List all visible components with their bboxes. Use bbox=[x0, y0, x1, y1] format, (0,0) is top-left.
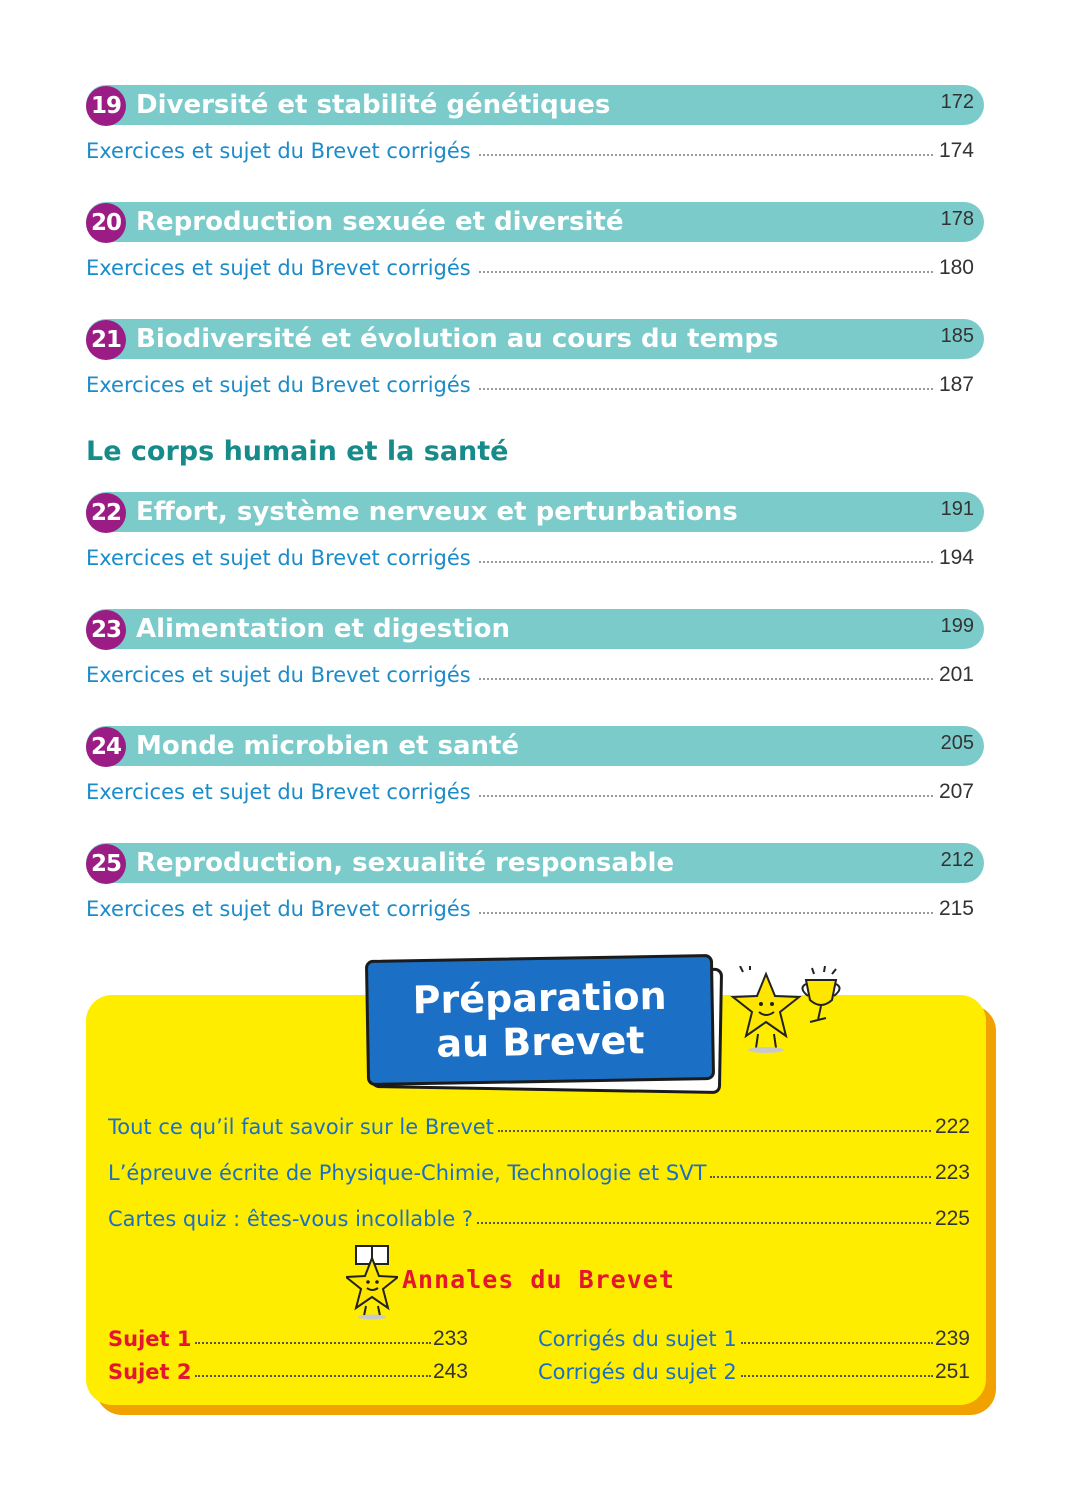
exercises-label: Exercices et sujet du Brevet corrigés bbox=[86, 256, 471, 280]
chapter-page: 191 bbox=[940, 498, 974, 520]
subject-label: Sujet 1 bbox=[108, 1327, 192, 1351]
leader-dots bbox=[479, 912, 933, 914]
exercises-line[interactable] bbox=[86, 891, 974, 921]
leader-dots bbox=[710, 1176, 931, 1178]
prep-item-2[interactable] bbox=[108, 1155, 970, 1185]
chapter-title[interactable]: Reproduction sexuée et diversité bbox=[136, 207, 624, 237]
leader-dots bbox=[479, 271, 933, 273]
exercises-line[interactable] bbox=[86, 657, 974, 687]
leader-dots bbox=[479, 154, 933, 156]
prep-item-3[interactable] bbox=[108, 1201, 970, 1231]
chapter-number: 22 bbox=[86, 493, 126, 533]
correction-label: Corrigés du sujet 1 bbox=[538, 1327, 737, 1351]
exercises-label: Exercices et sujet du Brevet corrigés bbox=[86, 139, 471, 163]
exercises-label: Exercices et sujet du Brevet corrigés bbox=[86, 373, 471, 397]
exercises-line[interactable] bbox=[86, 250, 974, 280]
leader-dots bbox=[498, 1130, 931, 1132]
prep-item-page: 222 bbox=[934, 1115, 970, 1138]
chapter-number: 19 bbox=[86, 86, 126, 126]
leader-dots bbox=[741, 1375, 933, 1377]
correction-page: 239 bbox=[934, 1327, 970, 1350]
exercises-label: Exercices et sujet du Brevet corrigés bbox=[86, 897, 471, 921]
star-trophy-mascot-icon bbox=[728, 966, 848, 1056]
chapter-25 bbox=[86, 843, 986, 933]
exercises-page: 201 bbox=[938, 663, 974, 686]
leader-dots bbox=[195, 1375, 430, 1377]
chapter-title[interactable]: Alimentation et digestion bbox=[136, 614, 510, 644]
exercises-line[interactable] bbox=[86, 367, 974, 397]
chapter-title[interactable]: Diversité et stabilité génétiques bbox=[136, 90, 611, 120]
exercises-page: 180 bbox=[938, 256, 974, 279]
exercises-line[interactable] bbox=[86, 774, 974, 804]
prep-item-1[interactable] bbox=[108, 1109, 970, 1139]
exercises-page: 187 bbox=[938, 373, 974, 396]
subject-1[interactable] bbox=[108, 1323, 468, 1351]
exercises-page: 207 bbox=[938, 780, 974, 803]
chapter-title[interactable]: Biodiversité et évolution au cours du temps bbox=[136, 324, 779, 354]
chapter-20 bbox=[86, 202, 986, 292]
chapter-19 bbox=[86, 85, 986, 175]
section-title: Le corps humain et la santé bbox=[86, 436, 509, 467]
annales-title: Annales du Brevet bbox=[402, 1265, 675, 1294]
subject-label: Sujet 2 bbox=[108, 1360, 192, 1384]
leader-dots bbox=[479, 388, 933, 390]
correction-2[interactable] bbox=[538, 1356, 970, 1384]
chapter-page: 185 bbox=[940, 325, 974, 347]
chapter-23 bbox=[86, 609, 986, 699]
exercises-label: Exercices et sujet du Brevet corrigés bbox=[86, 663, 471, 687]
prep-item-page: 223 bbox=[934, 1161, 970, 1184]
badge-line-2: au Brevet bbox=[435, 1018, 645, 1066]
chapter-21 bbox=[86, 319, 986, 409]
exercises-label: Exercices et sujet du Brevet corrigés bbox=[86, 780, 471, 804]
leader-dots bbox=[479, 795, 933, 797]
subject-2[interactable] bbox=[108, 1356, 468, 1384]
exercises-page: 215 bbox=[938, 897, 974, 920]
subject-page: 233 bbox=[432, 1327, 468, 1350]
exercises-line[interactable] bbox=[86, 133, 974, 163]
leader-dots bbox=[479, 561, 933, 563]
chapter-24 bbox=[86, 726, 986, 816]
badge-line-1: Préparation bbox=[412, 973, 667, 1023]
chapter-number: 24 bbox=[86, 727, 126, 767]
star-book-mascot-icon bbox=[346, 1244, 398, 1320]
prep-badge bbox=[365, 954, 715, 1086]
correction-1[interactable] bbox=[538, 1323, 970, 1351]
leader-dots bbox=[195, 1342, 430, 1344]
correction-label: Corrigés du sujet 2 bbox=[538, 1360, 737, 1384]
exercises-page: 174 bbox=[938, 139, 974, 162]
prep-item-label: L’épreuve écrite de Physique-Chimie, Technologie et SVT bbox=[108, 1161, 707, 1185]
subject-page: 243 bbox=[432, 1360, 468, 1383]
chapter-page: 199 bbox=[940, 615, 974, 637]
prep-item-page: 225 bbox=[934, 1207, 970, 1230]
prep-item-label: Tout ce qu’il faut savoir sur le Brevet bbox=[108, 1115, 494, 1139]
chapter-number: 25 bbox=[86, 844, 126, 884]
leader-dots bbox=[477, 1222, 931, 1224]
chapter-page: 205 bbox=[940, 732, 974, 754]
chapter-number: 20 bbox=[86, 203, 126, 243]
correction-page: 251 bbox=[934, 1360, 970, 1383]
chapter-number: 23 bbox=[86, 610, 126, 650]
exercises-label: Exercices et sujet du Brevet corrigés bbox=[86, 546, 471, 570]
prep-item-label: Cartes quiz : êtes-vous incollable ? bbox=[108, 1207, 474, 1231]
chapter-title[interactable]: Monde microbien et santé bbox=[136, 731, 520, 761]
exercises-line[interactable] bbox=[86, 540, 974, 570]
chapter-number: 21 bbox=[86, 320, 126, 360]
chapter-22 bbox=[86, 492, 986, 582]
exercises-page: 194 bbox=[938, 546, 974, 569]
chapter-page: 172 bbox=[940, 91, 974, 113]
chapter-title[interactable]: Effort, système nerveux et perturbations bbox=[136, 497, 738, 527]
chapter-title[interactable]: Reproduction, sexualité responsable bbox=[136, 848, 675, 878]
leader-dots bbox=[479, 678, 933, 680]
leader-dots bbox=[741, 1342, 933, 1344]
chapter-page: 178 bbox=[940, 208, 974, 230]
chapter-page: 212 bbox=[940, 849, 974, 871]
